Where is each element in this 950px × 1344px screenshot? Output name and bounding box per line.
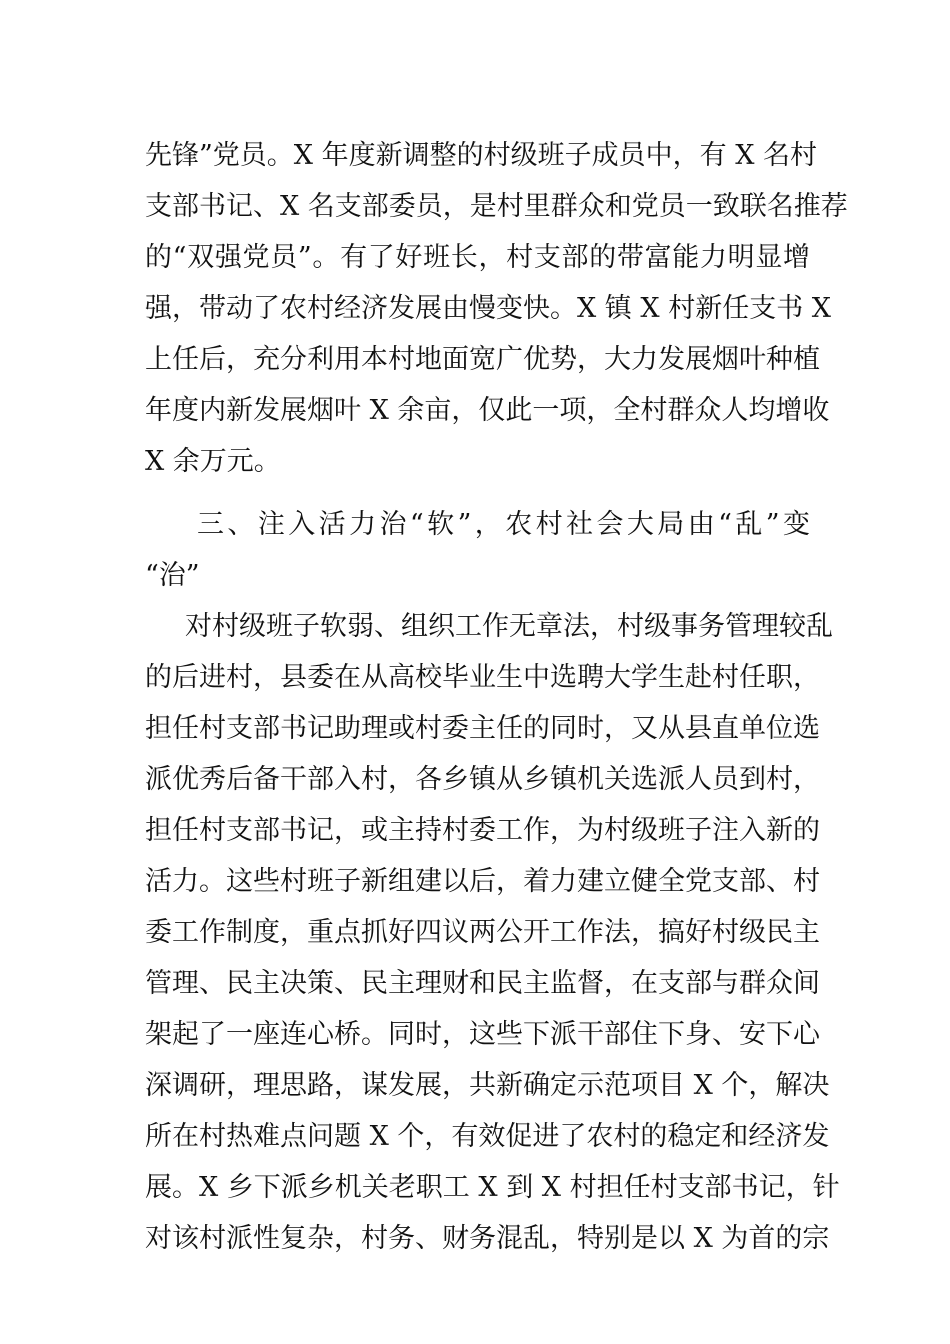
heading-line: “治” [145,560,200,591]
text-line: 先锋”党员。X 年度新调整的村级班子成员中，有 X 名村 [145,140,817,171]
heading-line: 三、注入活力治“软”，农村社会大局由“乱”变 [197,509,810,540]
paragraph-gap [145,487,810,499]
text-line: 强，带动了农村经济发展由慢变快。X 镇 X 村新任支书 X [145,293,831,324]
text-line: 展。X 乡下派乡机关老职工 X 到 X 村担任村支部书记，针 [145,1172,840,1203]
paragraph-continuation [145,130,848,487]
text-line: 管理、民主决策、民主理财和民主监督，在支部与群众间 [145,968,820,999]
text-line: 支部书记、X 名支部委员，是村里群众和党员一致联名推荐 [145,191,848,222]
text-line: 架起了一座连心桥。同时，这些下派干部住下身、安下心 [145,1019,820,1050]
section-heading [145,499,810,601]
text-line: 担任村支部书记，或主持村委工作，为村级班子注入新的 [145,815,820,846]
text-line: 对村级班子软弱、组织工作无章法，村级事务管理较乱 [185,611,833,642]
text-line: 担任村支部书记助理或村委主任的同时，又从县直单位选 [145,713,820,744]
body-text [145,130,848,1264]
text-line: 活力。这些村班子新组建以后，着力建立健全党支部、村 [145,866,820,897]
text-line: 的后进村，县委在从高校毕业生中选聘大学生赴村任职， [145,662,820,693]
text-line: 年度内新发展烟叶 X 余亩，仅此一项，全村群众人均增收 [145,395,830,426]
text-line: 上任后，充分利用本村地面宽广优势，大力发展烟叶种植 [145,344,820,375]
text-line: 委工作制度，重点抓好四议两公开工作法，搞好村级民主 [145,917,820,948]
text-line: X 余万元。 [145,446,281,477]
text-line: 对该村派性复杂，村务、财务混乱，特别是以 X 为首的宗 [145,1223,830,1254]
paragraph [145,601,840,1264]
text-line: 所在村热难点问题 X 个，有效促进了农村的稳定和经济发 [145,1121,830,1152]
text-line: 的“双强党员”。有了好班长，村支部的带富能力明显增 [145,242,810,273]
text-line: 深调研，理思路，谋发展，共新确定示范项目 X 个，解决 [145,1070,830,1101]
text-line: 派优秀后备干部入村，各乡镇从乡镇机关选派人员到村， [145,764,820,795]
